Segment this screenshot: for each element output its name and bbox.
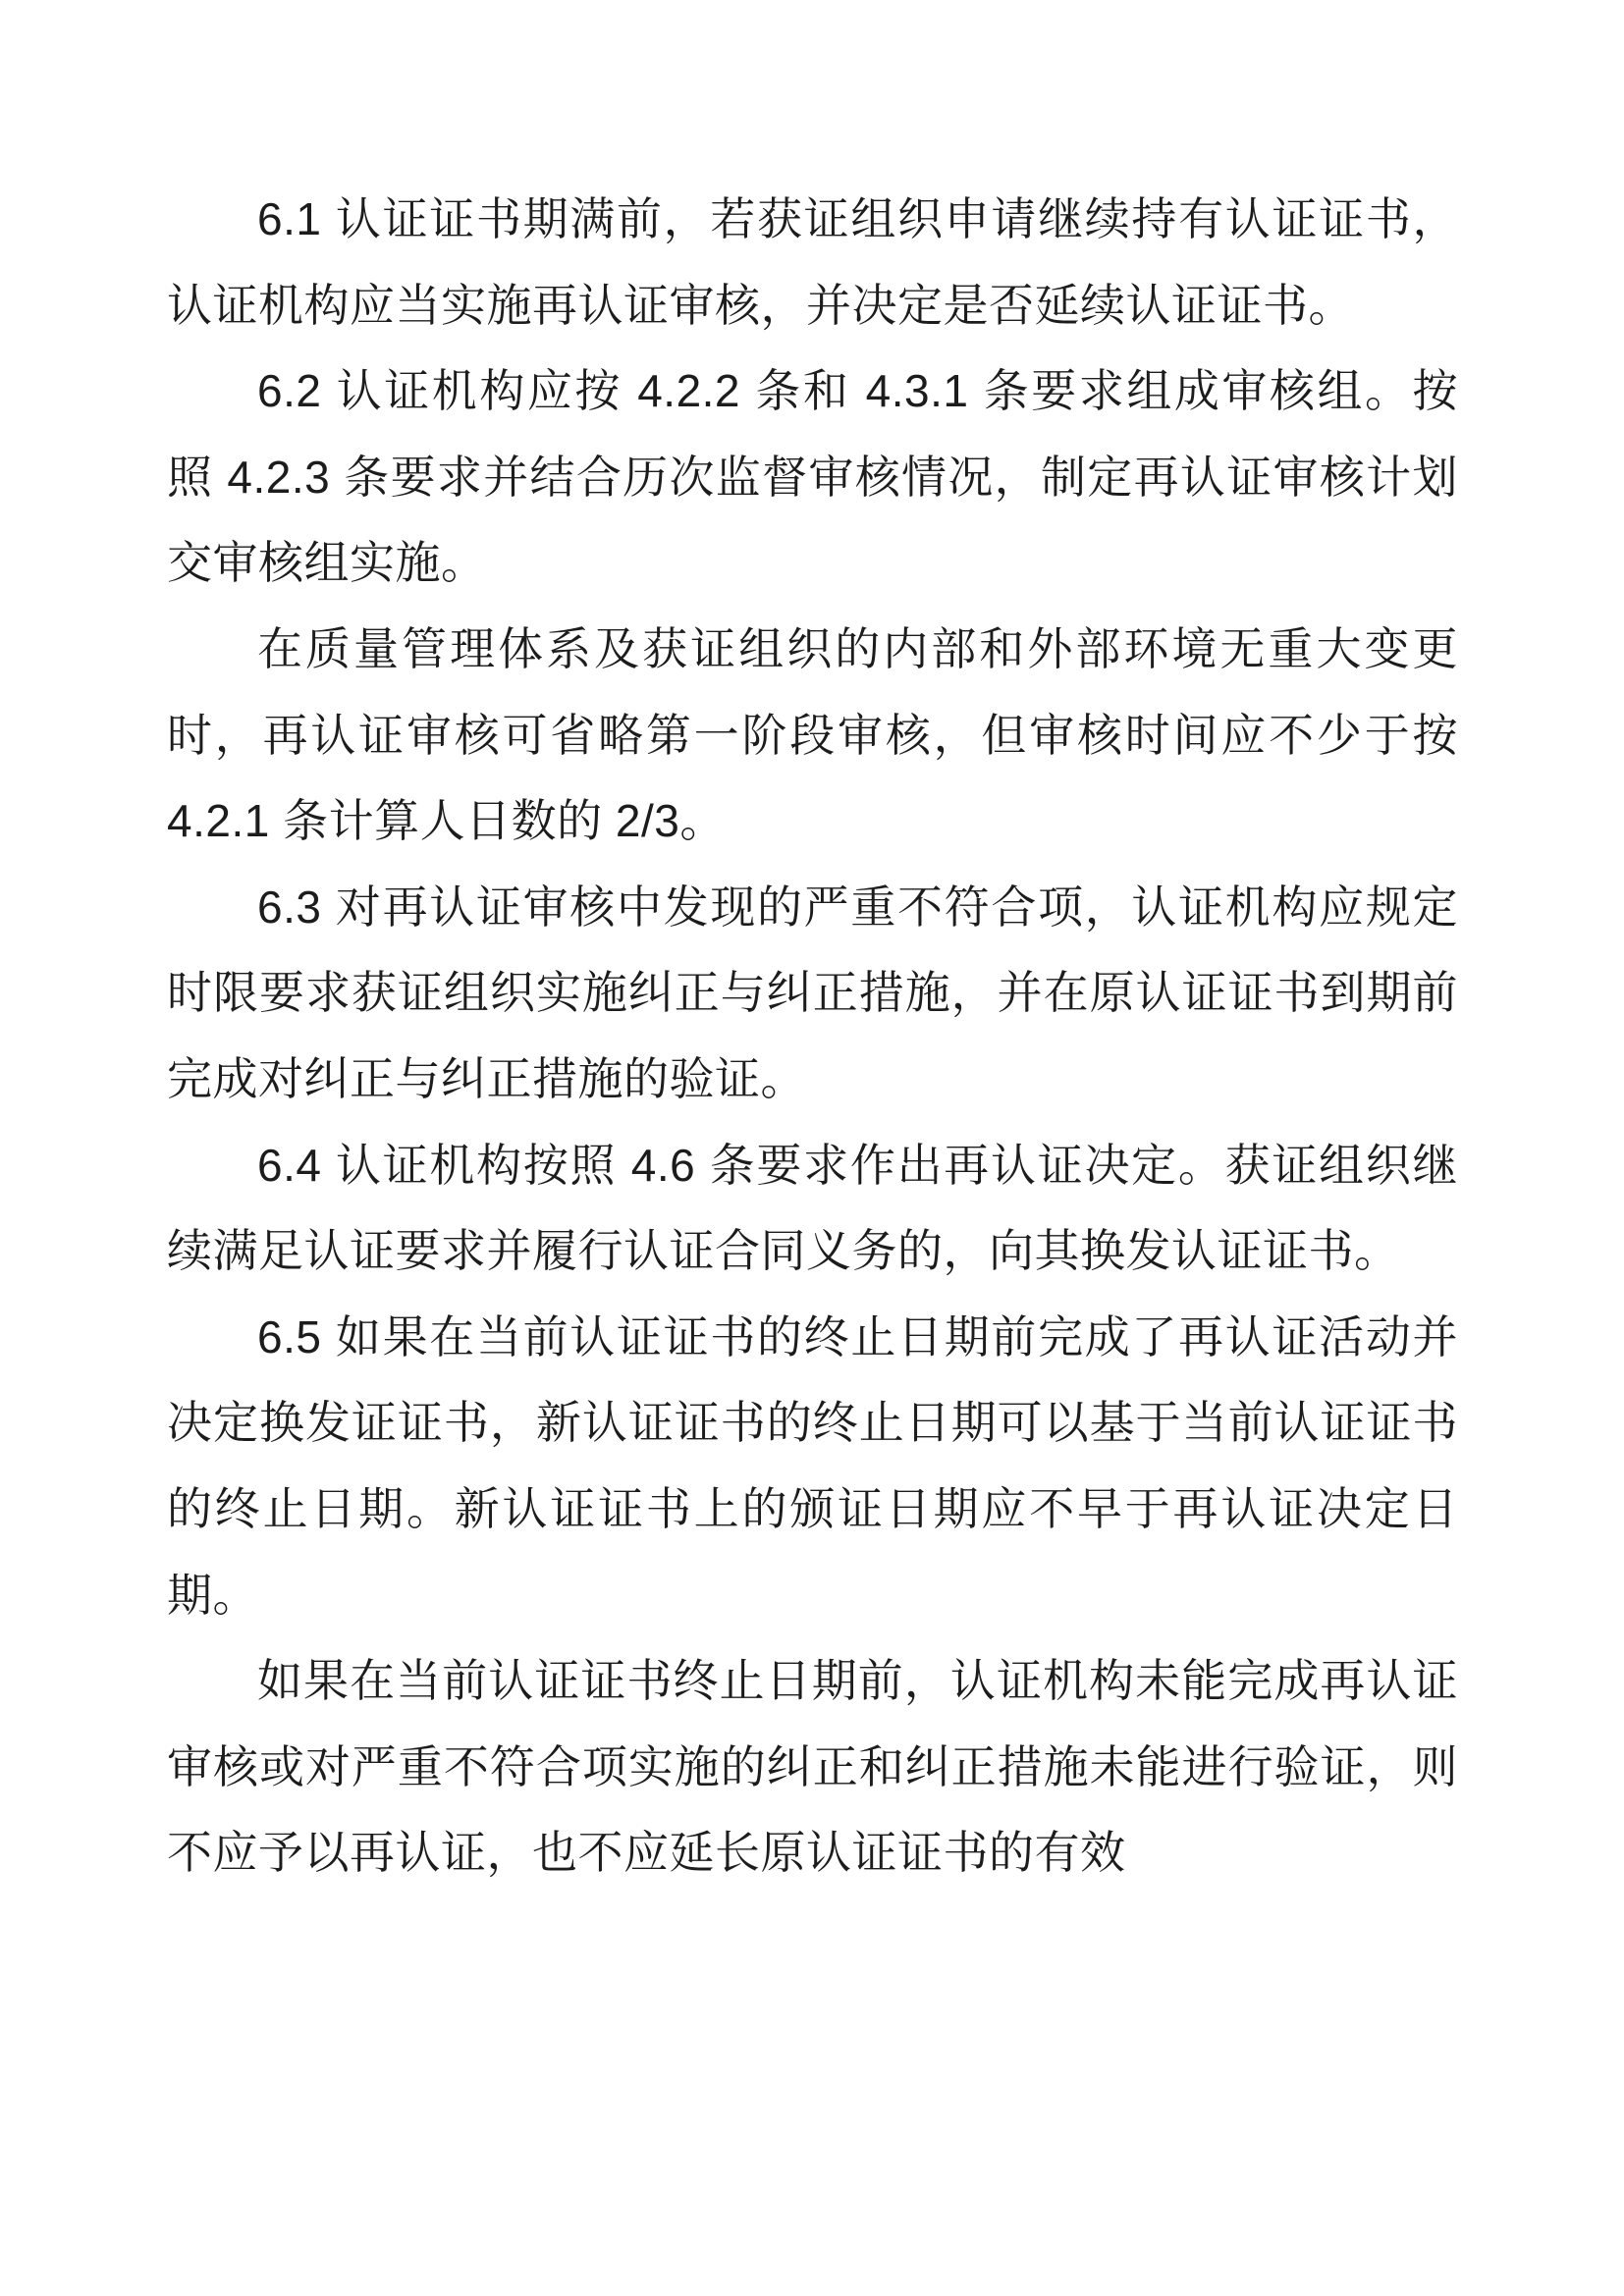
paragraph-6-2: 6.2 认证机构应按 4.2.2 条和 4.3.1 条要求组成审核组。按照 4.2.3 条要求并结合历次监督审核情况，制定再认证审核计划交审核组实施。: [167, 365, 1458, 589]
paragraph-6-5: 6.5 如果在当前认证证书的终止日期前完成了再认证活动并决定换发证证书，新认证证书的终止日期可以基于当前认证证书的终止日期。新认证证书上的颁证日期应不早于再认证决定日期。: [167, 1310, 1458, 1621]
paragraph-6-1: 6.1 认证证书期满前，若获证组织申请继续持有认证证书，认证机构应当实施再认证审核，并决定是否延续认证证书。: [167, 193, 1458, 331]
text-block: [167, 177, 1458, 1896]
paragraph-6-2-note: 在质量管理体系及获证组织的内部和外部环境无重大变更时，再认证审核可省略第一阶段审核，但审核时间应不少于按 4.2.1 条计算人日数的 2/3。: [167, 622, 1458, 847]
paragraph-6-4: 6.4 认证机构按照 4.6 条要求作出再认证决定。获证组织继续满足认证要求并履行认证合同义务的，向其换发认证证书。: [167, 1139, 1458, 1277]
paragraph-6-3: 6.3 对再认证审核中发现的严重不符合项，认证机构应规定时限要求获证组织实施纠正与纠正措施，并在原认证证书到期前完成对纠正与纠正措施的验证。: [167, 881, 1458, 1104]
paragraph-6-5-continuation: 如果在当前认证证书终止日期前，认证机构未能完成再认证审核或对严重不符合项实施的纠正和纠正措施未能进行验证，则不应予以再认证，也不应延长原认证证书的有效: [167, 1655, 1458, 1879]
